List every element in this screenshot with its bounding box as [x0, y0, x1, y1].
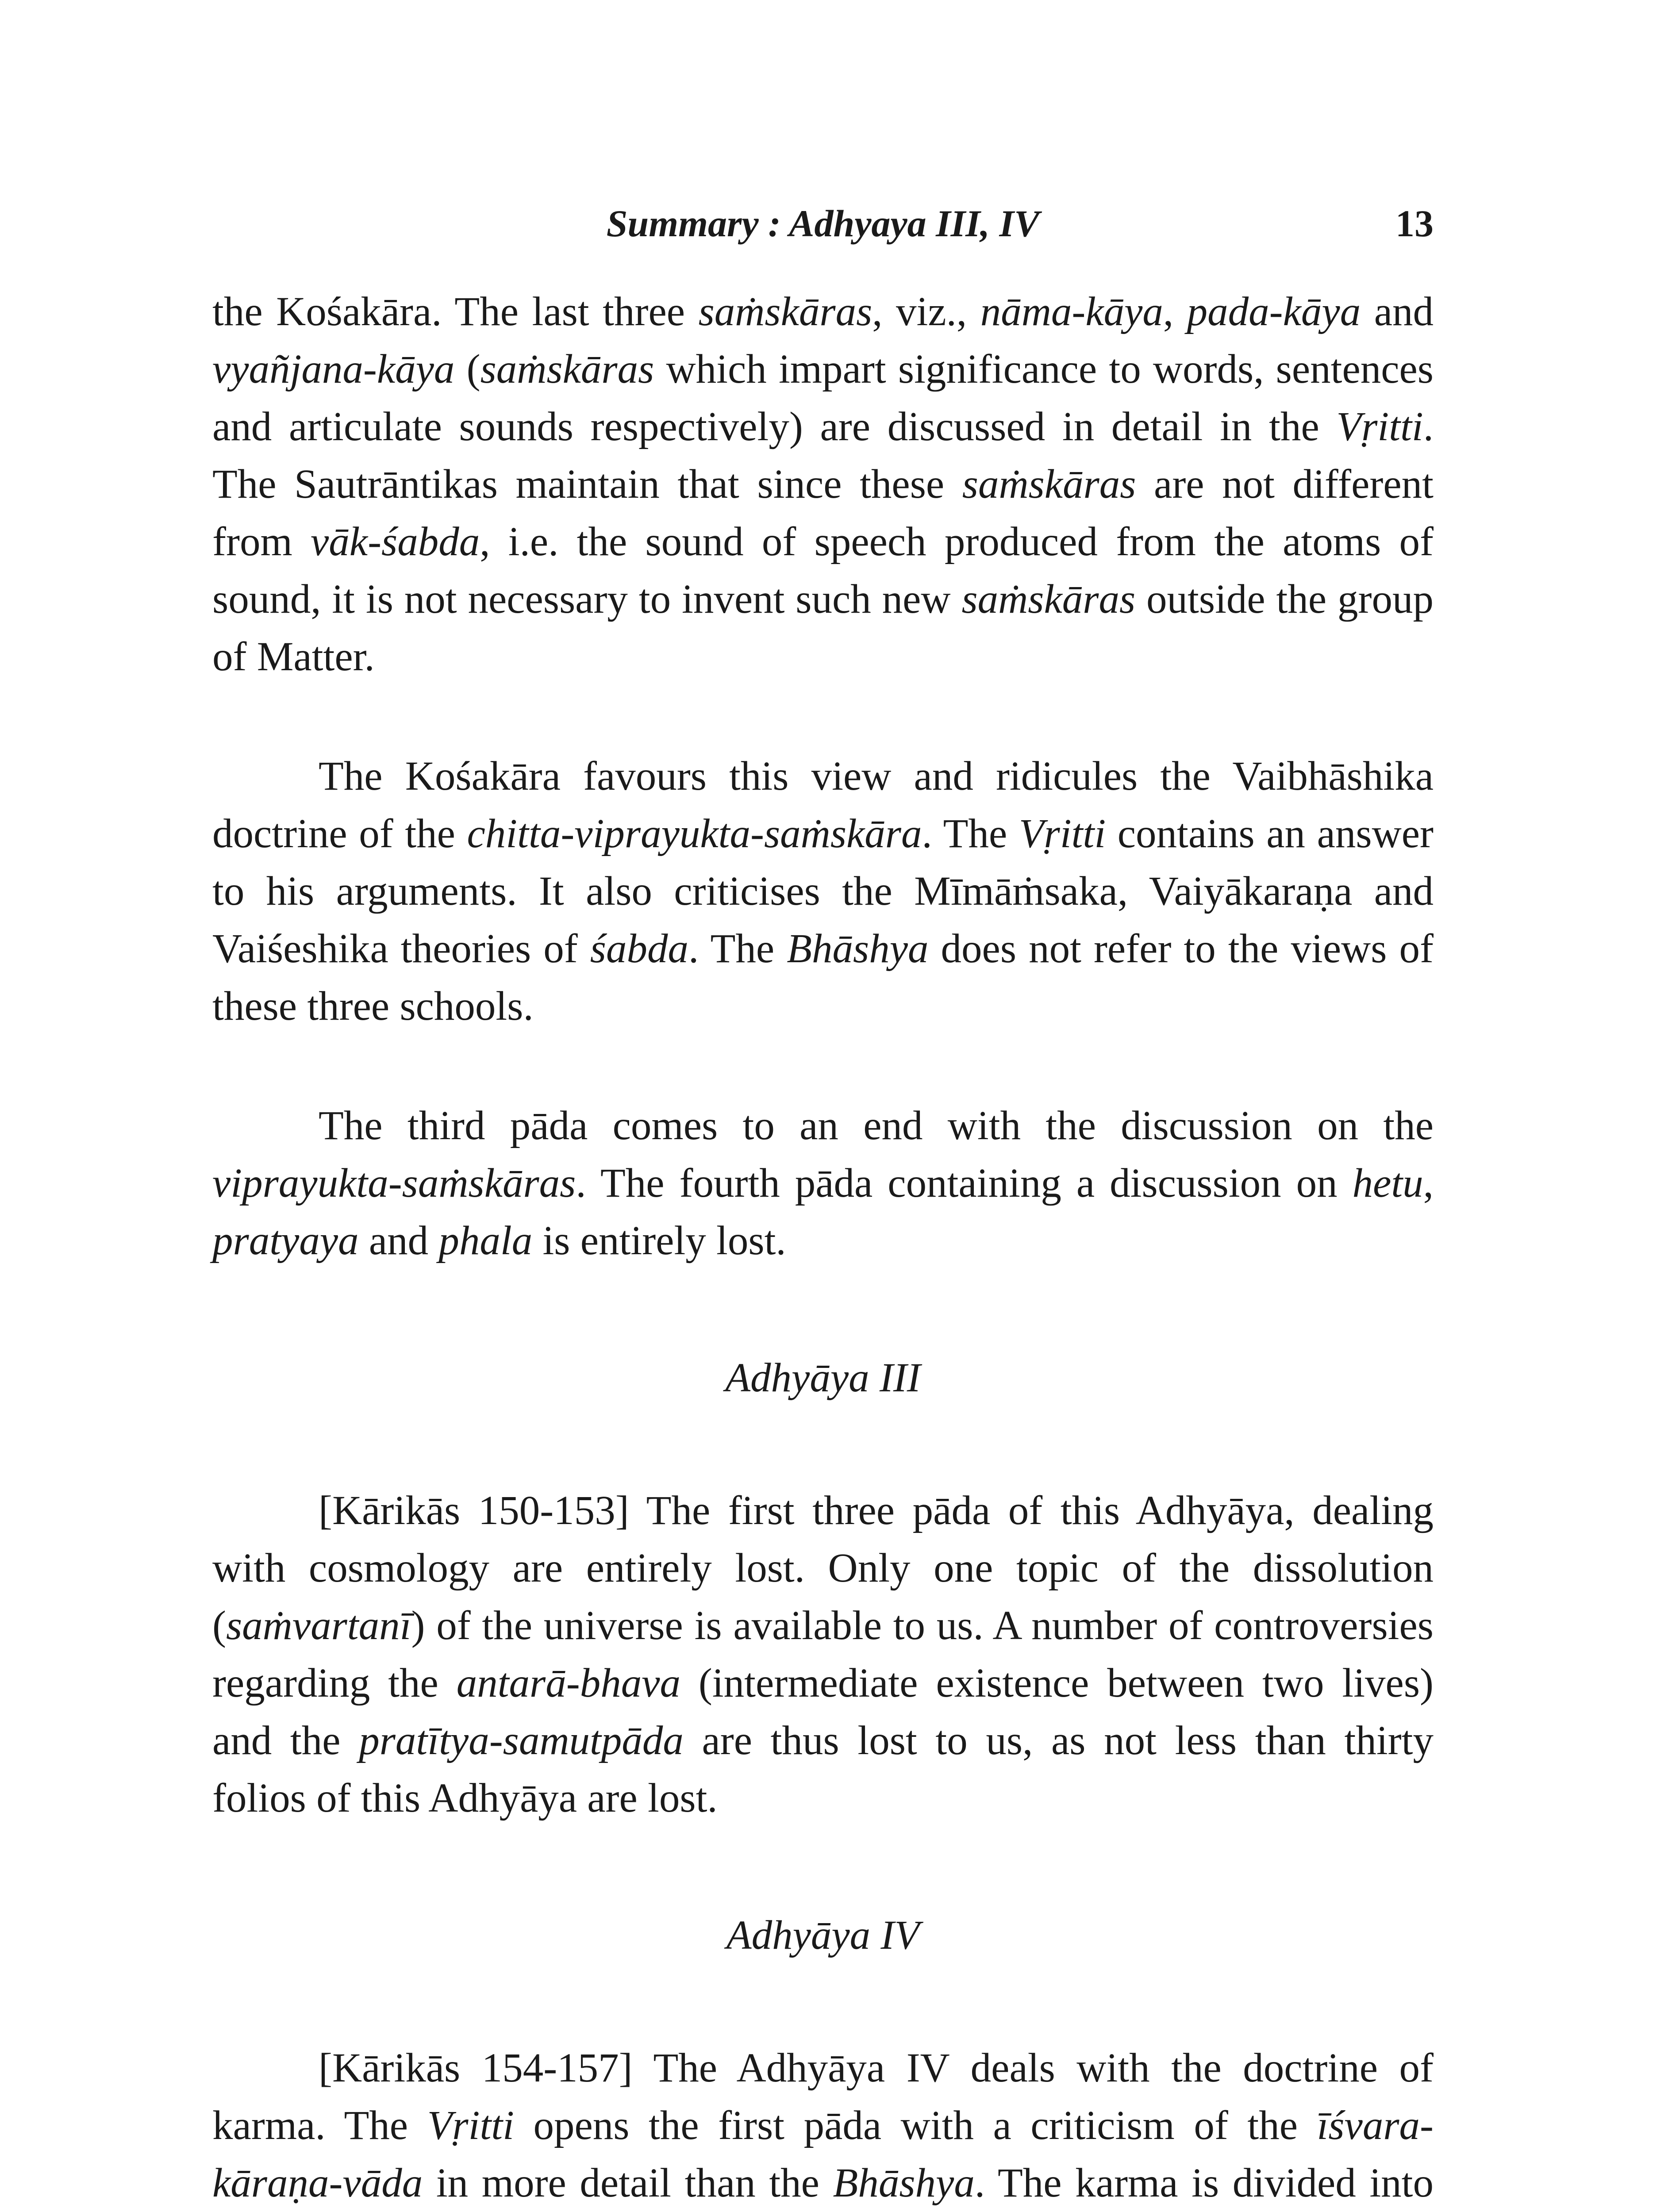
paragraph-4	[212, 1482, 1434, 1827]
italic-term: antarā-bhava	[456, 1660, 680, 1706]
text-run: are not different from	[212, 461, 1434, 565]
running-head	[212, 201, 1434, 254]
running-title: Summary : Adhyaya III, IV	[606, 202, 1040, 245]
italic-term: viprayukta-saṁskāras	[212, 1160, 576, 1206]
text-run: are thus lost to us, as not less than thirty folios of this Adhyāya are lost.	[212, 1718, 1434, 1821]
italic-term: Bhāshya	[787, 926, 929, 972]
text-run: ,	[1163, 289, 1187, 334]
section-heading-adhyaya-4: Adhyāya IV	[726, 1912, 920, 1958]
text-run: . The	[688, 926, 787, 972]
text-run: , viz.,	[872, 289, 980, 334]
text-run: (	[454, 346, 480, 392]
text-run: which impart significance to words, sentences and articulate sounds respectively) are discussed in detail in the	[212, 346, 1434, 449]
text-run: the Kośakāra. The last three	[212, 289, 699, 334]
text-run: and	[1361, 289, 1434, 334]
text-run: contains an answer to his arguments. It also criticises the Mīmāṁsaka, Vaiyākaraṇa and Vaiśeshika theories of	[212, 811, 1434, 972]
italic-term: pratītya-samutpāda	[359, 1718, 684, 1763]
text-run: ) of the universe is available to us. A number of controversies regarding the	[212, 1603, 1434, 1706]
text-run: opens the first pāda with a criticism of the	[514, 2103, 1317, 2148]
italic-term: vyañjana-kāya	[212, 346, 455, 392]
italic-term: Vṛitti	[427, 2103, 514, 2148]
italic-term: saṁskāras	[962, 461, 1136, 507]
italic-term: nāma-kāya	[980, 289, 1163, 334]
text-run: and	[358, 1218, 439, 1263]
text-run: The third pāda comes to an end with the discussion on the	[319, 1103, 1434, 1148]
text-run: (intermediate existence between two lives) and the	[212, 1660, 1434, 1763]
paragraph-1	[212, 283, 1434, 686]
paragraph-5	[212, 2039, 1434, 2212]
italic-term: Bhāshya	[833, 2160, 975, 2206]
text-run: outside the group of Matter.	[212, 576, 1434, 680]
italic-term: Vṛitti	[1336, 404, 1423, 449]
italic-term: vāk-śabda	[311, 519, 480, 565]
text-run: . The Sautrāntikas maintain that since these	[212, 404, 1434, 507]
italic-term: saṁskāras	[480, 346, 654, 392]
italic-term: phala	[438, 1218, 533, 1263]
text-run: The Kośakāra favours this view and ridicules the Vaibhāshika doctrine of the	[212, 753, 1434, 856]
text-run: . The fourth pāda containing a discussion on	[576, 1160, 1353, 1206]
italic-term: pratyaya	[212, 1218, 359, 1263]
text-run: [Kārikās 150-153] The first three pāda of this Adhyāya, dealing with cosmology are entirely lost. Only one topic of the dissolution (	[212, 1488, 1434, 1648]
text-run: in more detail than the	[423, 2160, 833, 2206]
italic-term: pada-kāya	[1187, 289, 1361, 334]
text-run: [Kārikās 154-157] The Adhyāya IV deals with the doctrine of karma. The	[212, 2045, 1434, 2148]
italic-term: saṁskāras	[961, 576, 1136, 622]
text-run: ,	[1423, 1160, 1434, 1206]
text-run: does not refer to the views of these three schools.	[212, 926, 1434, 1029]
text-run: , i.e. the sound of speech produced from the atoms of sound, it is not necessary to invent such new	[212, 519, 1434, 622]
italic-term: śabda	[590, 926, 688, 972]
italic-term: saṁskāras	[698, 289, 873, 334]
italic-term: chitta-viprayukta-saṁskāra	[467, 811, 922, 856]
text-run: . The karma is divided into	[974, 2160, 1434, 2206]
text-run: is entirely lost.	[532, 1218, 786, 1263]
italic-term: Vṛitti	[1019, 811, 1106, 856]
section-heading-adhyaya-3: Adhyāya III	[725, 1355, 921, 1401]
paragraph-2	[212, 748, 1434, 1035]
body-text	[212, 283, 1434, 2212]
text-run: . The	[922, 811, 1019, 856]
italic-term: hetu	[1352, 1160, 1423, 1206]
paragraph-3	[212, 1097, 1434, 1270]
italic-term: īśvara-kāraṇa-vāda	[212, 2103, 1434, 2206]
italic-term: saṁvartanī	[226, 1603, 411, 1648]
page-number: 13	[1395, 202, 1434, 245]
